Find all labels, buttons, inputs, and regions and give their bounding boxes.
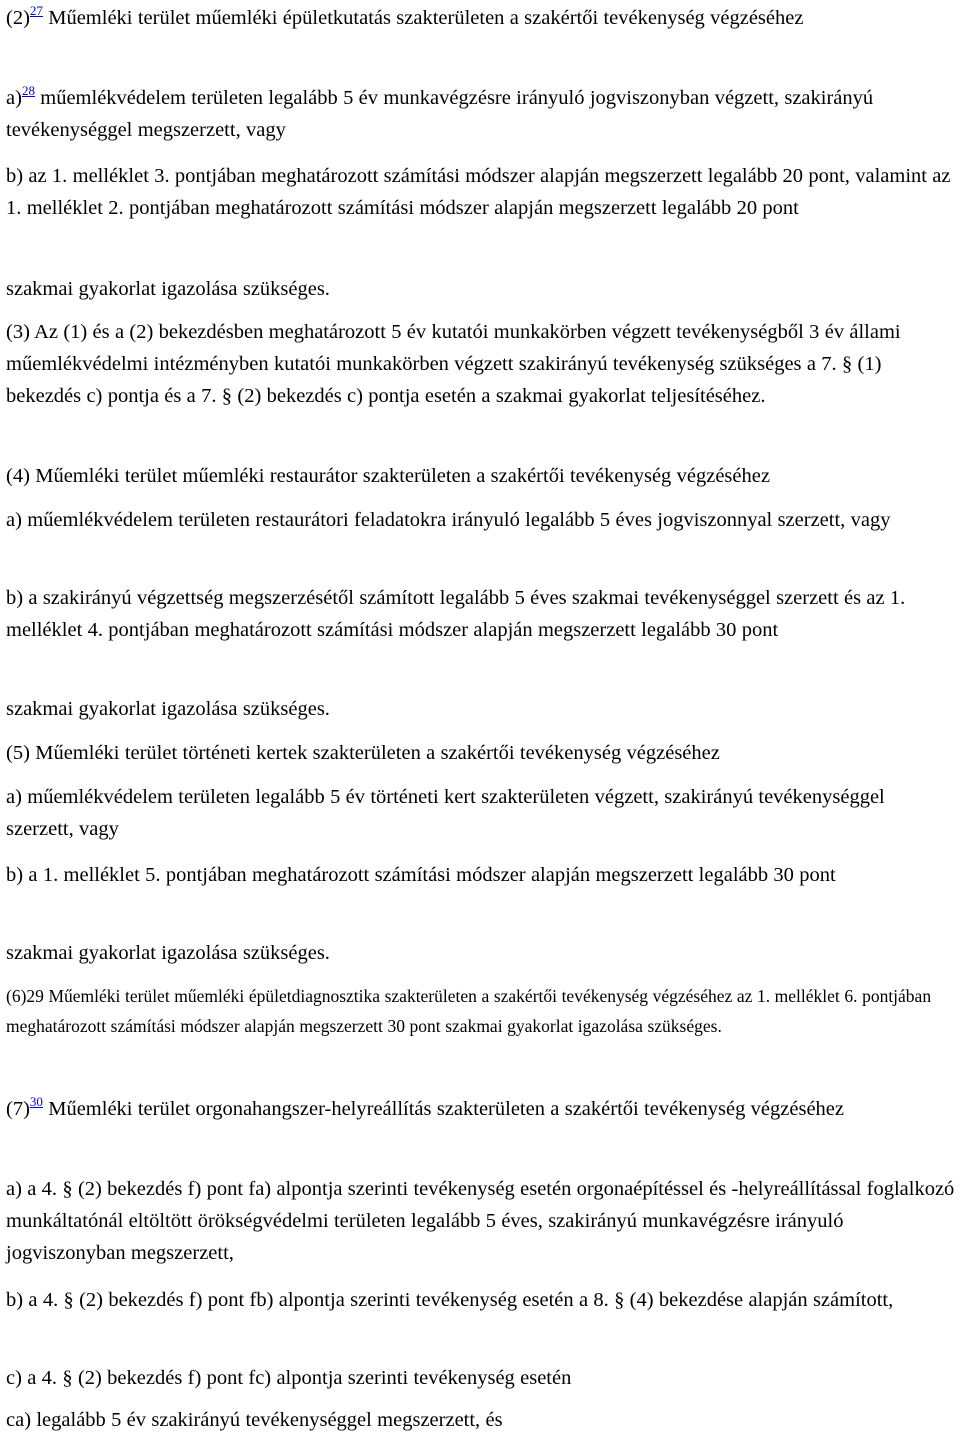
paragraph-5-point-a: a) műemlékvédelem területen legalább 5 év történeti kert szakterületen végzett, szakirányú tevékenységgel szerzett, vagy [6,786,885,840]
paragraph-7-point-b: b) a 4. § (2) bekezdés f) pont fb) alpontja szerinti tevékenység esetén a 8. § (4) bekezdése alapján számított, [6,1289,894,1311]
paragraph-text: Műemléki terület orgonahangszer-helyreállítás szakterületen a szakértői tevékenység végzéséhez [42,1098,844,1120]
paragraph-2-heading [6,2,803,34]
paragraph-4-closing: szakmai gyakorlat igazolása szükséges. [6,698,330,720]
paragraph-prefix: (7) [6,1098,30,1120]
paragraph-prefix: a) [6,87,22,109]
paragraph-2-closing: szakmai gyakorlat igazolása szükséges. [6,278,330,300]
paragraph-7-point-ca: ca) legalább 5 év szakirányú tevékenységgel megszerzett, és [6,1409,503,1431]
footnote-link-30[interactable]: 30 [29,1094,43,1109]
footnote-link-28[interactable]: 28 [21,83,35,98]
paragraph-4-point-b: b) a szakirányú végzettség megszerzésétől számított legalább 5 éves szakmai tevékenységgel szerzett és az 1. melléklet 4. pontjában meghatározott számítási módszer alapján megszerzett legalább 30 pont [6,587,906,641]
paragraph-5-point-b: b) a 1. melléklet 5. pontjában meghatározott számítási módszer alapján megszerzett legalább 30 pont [6,864,836,886]
paragraph-3: (3) Az (1) és a (2) bekezdésben meghatározott 5 év kutatói munkakörben végzett tevékenységből 3 év állami műemlékvédelmi intézményben kutatói munkakörben végzett szakirányú tevékenység szükséges a 7. § (1) bekezdés c) pontja és a 7. § (2) bekezdés c) pontja esetén a szakmai gyakorlat teljesítéséhez. [6,321,901,407]
paragraph-2-point-a [6,82,956,146]
paragraph-7-heading [6,1093,844,1125]
paragraph-7-point-c: c) a 4. § (2) bekezdés f) pont fc) alpontja szerinti tevékenység esetén [6,1367,572,1389]
paragraph-4-heading: (4) Műemléki terület műemléki restaurátor szakterületen a szakértői tevékenység végzéséhez [6,465,770,487]
paragraph-2-point-b: b) az 1. melléklet 3. pontjában meghatározott számítási módszer alapján megszerzett legalább 20 pont, valamint az 1. melléklet 2. pontjában meghatározott számítási módszer alapján megszerzett legalább 20 pont [6,165,951,219]
paragraph-7-point-a: a) a 4. § (2) bekezdés f) pont fa) alpontja szerinti tevékenység esetén orgonaépítéssel és -helyreállítással foglalkozó munkáltatónál eltöltött örökségvédelmi területen legalább 5 éves, szakirányú munkavégzésre irányuló jogviszonyban megszerzett, [6,1178,955,1264]
paragraph-text: Műemléki terület műemléki épületkutatás szakterületen a szakértői tevékenység végzéséhez [42,7,804,29]
paragraph-text: műemlékvédelem területen legalább 5 év munkavégzésre irányuló jogviszonyban végzett, szakirányú tevékenységgel megszerzett, vagy [6,87,874,141]
paragraph-prefix: (2) [6,7,30,29]
footnote-link-27[interactable]: 27 [29,3,43,18]
paragraph-5-closing: szakmai gyakorlat igazolása szükséges. [6,942,330,964]
paragraph-6: (6)29 Műemléki terület műemléki épületdiagnosztika szakterületen a szakértői tevékenység végzéséhez az 1. melléklet 6. pontjában meghatározott számítási módszer alapján megszerzett 30 pont szakmai gyakorlat igazolása szükséges. [6,986,932,1036]
paragraph-4-point-a: a) műemlékvédelem területen restaurátori feladatokra irányuló legalább 5 éves jogviszonnyal szerzett, vagy [6,509,891,531]
paragraph-5-heading: (5) Műemléki terület történeti kertek szakterületen a szakértői tevékenység végzéséhez [6,742,720,764]
